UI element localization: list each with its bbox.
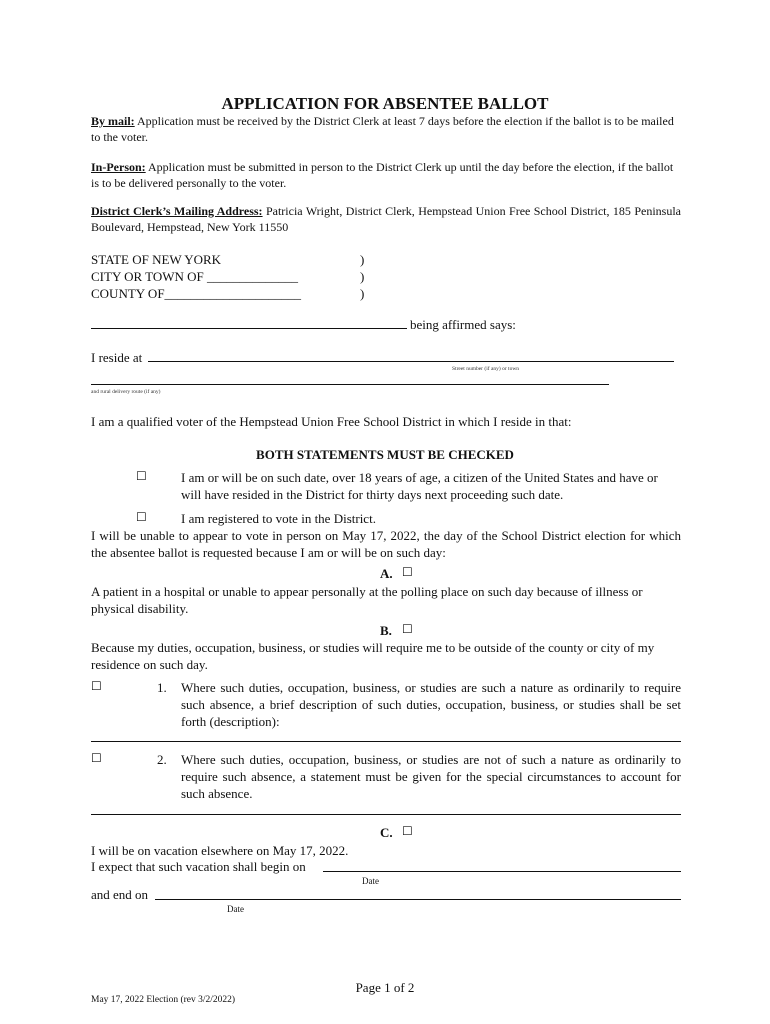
section-c-label: C. [380, 825, 393, 840]
statement2-text: I am registered to vote in the District. [181, 511, 376, 526]
revision-footer: May 17, 2022 Election (rev 3/2/2022) [91, 995, 236, 1005]
document-title: APPLICATION FOR ABSENTEE BALLOT [221, 94, 549, 113]
section-a-label: A. [380, 566, 393, 581]
street-caption: Street number (if any) or town [452, 366, 520, 372]
item2-text: Where such duties, occupation, business, or studies are not of such a nature as ordinarily to require such absence, a statement must be given for the special circumstances to account for such absence. [181, 752, 681, 801]
clerk-address-label: District Clerk’s Mailing Address: [91, 204, 263, 218]
statement1-text: I am or will be on such date, over 18 years of age, a citizen of the United States and have or will have resided in the District for thirty days next proceeding such date. [181, 470, 658, 502]
venue-city: CITY OR TOWN OF ______________ [91, 269, 299, 284]
venue-paren-3: ) [360, 286, 365, 301]
vacation-statement: I will be on vacation elsewhere on May 17, 2022. [91, 843, 349, 858]
section-c-checkbox[interactable]: ☐ [402, 824, 413, 838]
vacation-begin-date-line[interactable] [323, 871, 681, 872]
rural-caption: and rural delivery route (if any) [91, 389, 161, 395]
statement2-checkbox[interactable]: ☐ [136, 510, 147, 524]
reside-label: I reside at [91, 350, 143, 365]
statement1-checkbox[interactable]: ☐ [136, 469, 147, 483]
by-mail-label: By mail: [91, 114, 135, 128]
item2-number: 2. [157, 752, 167, 767]
end-date-caption: Date [227, 904, 244, 914]
in-person-label: In-Person: [91, 160, 146, 174]
by-mail-text: Application must be received by the District Clerk at least 7 days before the election if the ballot is to be mailed to the voter. [91, 114, 674, 144]
qualified-statement: I am a qualified voter of the Hempstead Union Free School District in which I reside in that: [91, 414, 572, 429]
item1-checkbox[interactable]: ☐ [91, 679, 102, 693]
item2-statement-line[interactable] [91, 814, 681, 815]
in-person-text: Application must be submitted in person to the District Clerk up until the day before the election, if the ballot is to be delivered personally to the voter. [91, 160, 674, 190]
venue-paren-2: ) [360, 269, 365, 284]
rural-route-line[interactable] [91, 384, 609, 385]
item1-description-line[interactable] [91, 741, 681, 742]
affiant-name-line[interactable] [91, 328, 407, 329]
affirmed-text: being affirmed says: [410, 317, 516, 332]
section-a-checkbox[interactable]: ☐ [402, 565, 413, 579]
in-person-paragraph [91, 159, 681, 191]
item1-number: 1. [157, 680, 167, 695]
section-b-text: Because my duties, occupation, business, or studies will require me to be outside of the county or city of my residence on such day. [91, 640, 655, 672]
vacation-begin-label: I expect that such vacation shall begin on [91, 859, 306, 874]
vacation-end-label: and end on [91, 887, 149, 902]
section-b-label: B. [380, 623, 392, 638]
reside-address-line[interactable] [148, 361, 674, 362]
both-statements-heading: BOTH STATEMENTS MUST BE CHECKED [256, 447, 514, 462]
item1-text: Where such duties, occupation, business, or studies are such a nature as ordinarily to require such absence, a brief description of such duties, occupation, business, or studies shall be set forth (description): [181, 680, 681, 729]
venue-county: COUNTY OF_____________________ [91, 286, 302, 301]
page-number: Page 1 of 2 [355, 980, 415, 995]
section-a-text: A patient in a hospital or unable to appear personally at the polling place on such day because of illness or physical disability. [91, 584, 643, 616]
venue-paren-1: ) [360, 252, 365, 267]
section-b-checkbox[interactable]: ☐ [402, 622, 413, 636]
clerk-address-text: Patricia Wright, District Clerk, Hempstead Union Free School District, 185 Peninsula Boulevard, Hempstead, New York 11550 [91, 204, 681, 234]
clerk-address-paragraph [91, 203, 681, 235]
venue-state: STATE OF NEW YORK [91, 252, 222, 267]
unable-statement: I will be unable to appear to vote in person on May 17, 2022, the day of the School District election for which the absentee ballot is requested because I am or will be on such day: [91, 528, 681, 560]
begin-date-caption: Date [362, 876, 379, 886]
by-mail-paragraph [91, 113, 681, 145]
vacation-end-date-line[interactable] [155, 899, 681, 900]
item2-checkbox[interactable]: ☐ [91, 751, 102, 765]
